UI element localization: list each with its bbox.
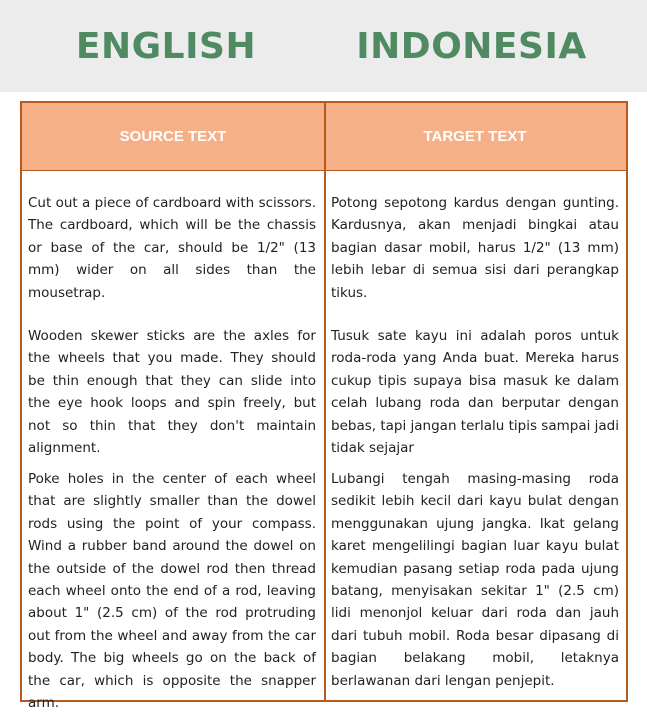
source-cell-3: Poke holes in the center of each wheel that are slightly smaller than the dowel rods using the point of your compass. Wind a rubber band around the dowel on the outside of the dowel rod then thread each wheel onto the end of a rod, leaving about 1" (2.5 cm) of the rod protruding out from the wheel and away from the car body. The big wheels go on the back of the car, which is opposite the snapper arm.	[28, 471, 316, 712]
source-cell-1: Cut out a piece of cardboard with scissors. The cardboard, which will be the chassis or base of the car, should be 1/2" (13 mm) wider on all sides than the mousetrap.	[28, 195, 316, 301]
column-header-source: SOURCE TEXT	[119, 128, 227, 145]
translation-table	[20, 101, 628, 712]
target-cell-1: Potong sepotong kardus dengan gunting. Kardusnya, akan menjadi bingkai atau bagian dasar mobil, harus 1/2" (13 mm) lebih lebar di semua sisi dari perangkap tikus.	[331, 195, 619, 301]
language-header	[0, 0, 647, 92]
source-language-title: ENGLISH	[75, 26, 257, 67]
column-header-target: TARGET TEXT	[423, 128, 527, 145]
target-cell-3: Lubangi tengah masing-masing roda sedikit lebih kecil dari kayu bulat dengan menggunakan ujung jangka. Ikat gelang karet mengelilingi bagian luar kayu bulat kemudian pasang setiap roda pada ujung batang, menyisakan sekitar 1" (2.5 cm) lidi menonjol keluar dari roda dan jauh dari tubuh mobil. Roda besar dipasang di bagian belakang mobil, letaknya berlawanan dari lengan penjepit.	[331, 471, 619, 689]
column-divider	[324, 103, 326, 700]
target-language-title: INDONESIA	[356, 26, 587, 67]
source-cell-2: Wooden skewer sticks are the axles for the wheels that you made. They should be thin enough that they can slide into the eye hook loops and spin freely, but not so thin that they don't maintain alignment.	[28, 328, 316, 457]
target-cell-2: Tusuk sate kayu ini adalah poros untuk roda-roda yang Anda buat. Mereka harus cukup tipis supaya bisa masuk ke dalam celah lubang roda dan berputar dengan bebas, tapi jangan terlalu tipis sampai jadi tidak sejajar	[331, 328, 619, 457]
